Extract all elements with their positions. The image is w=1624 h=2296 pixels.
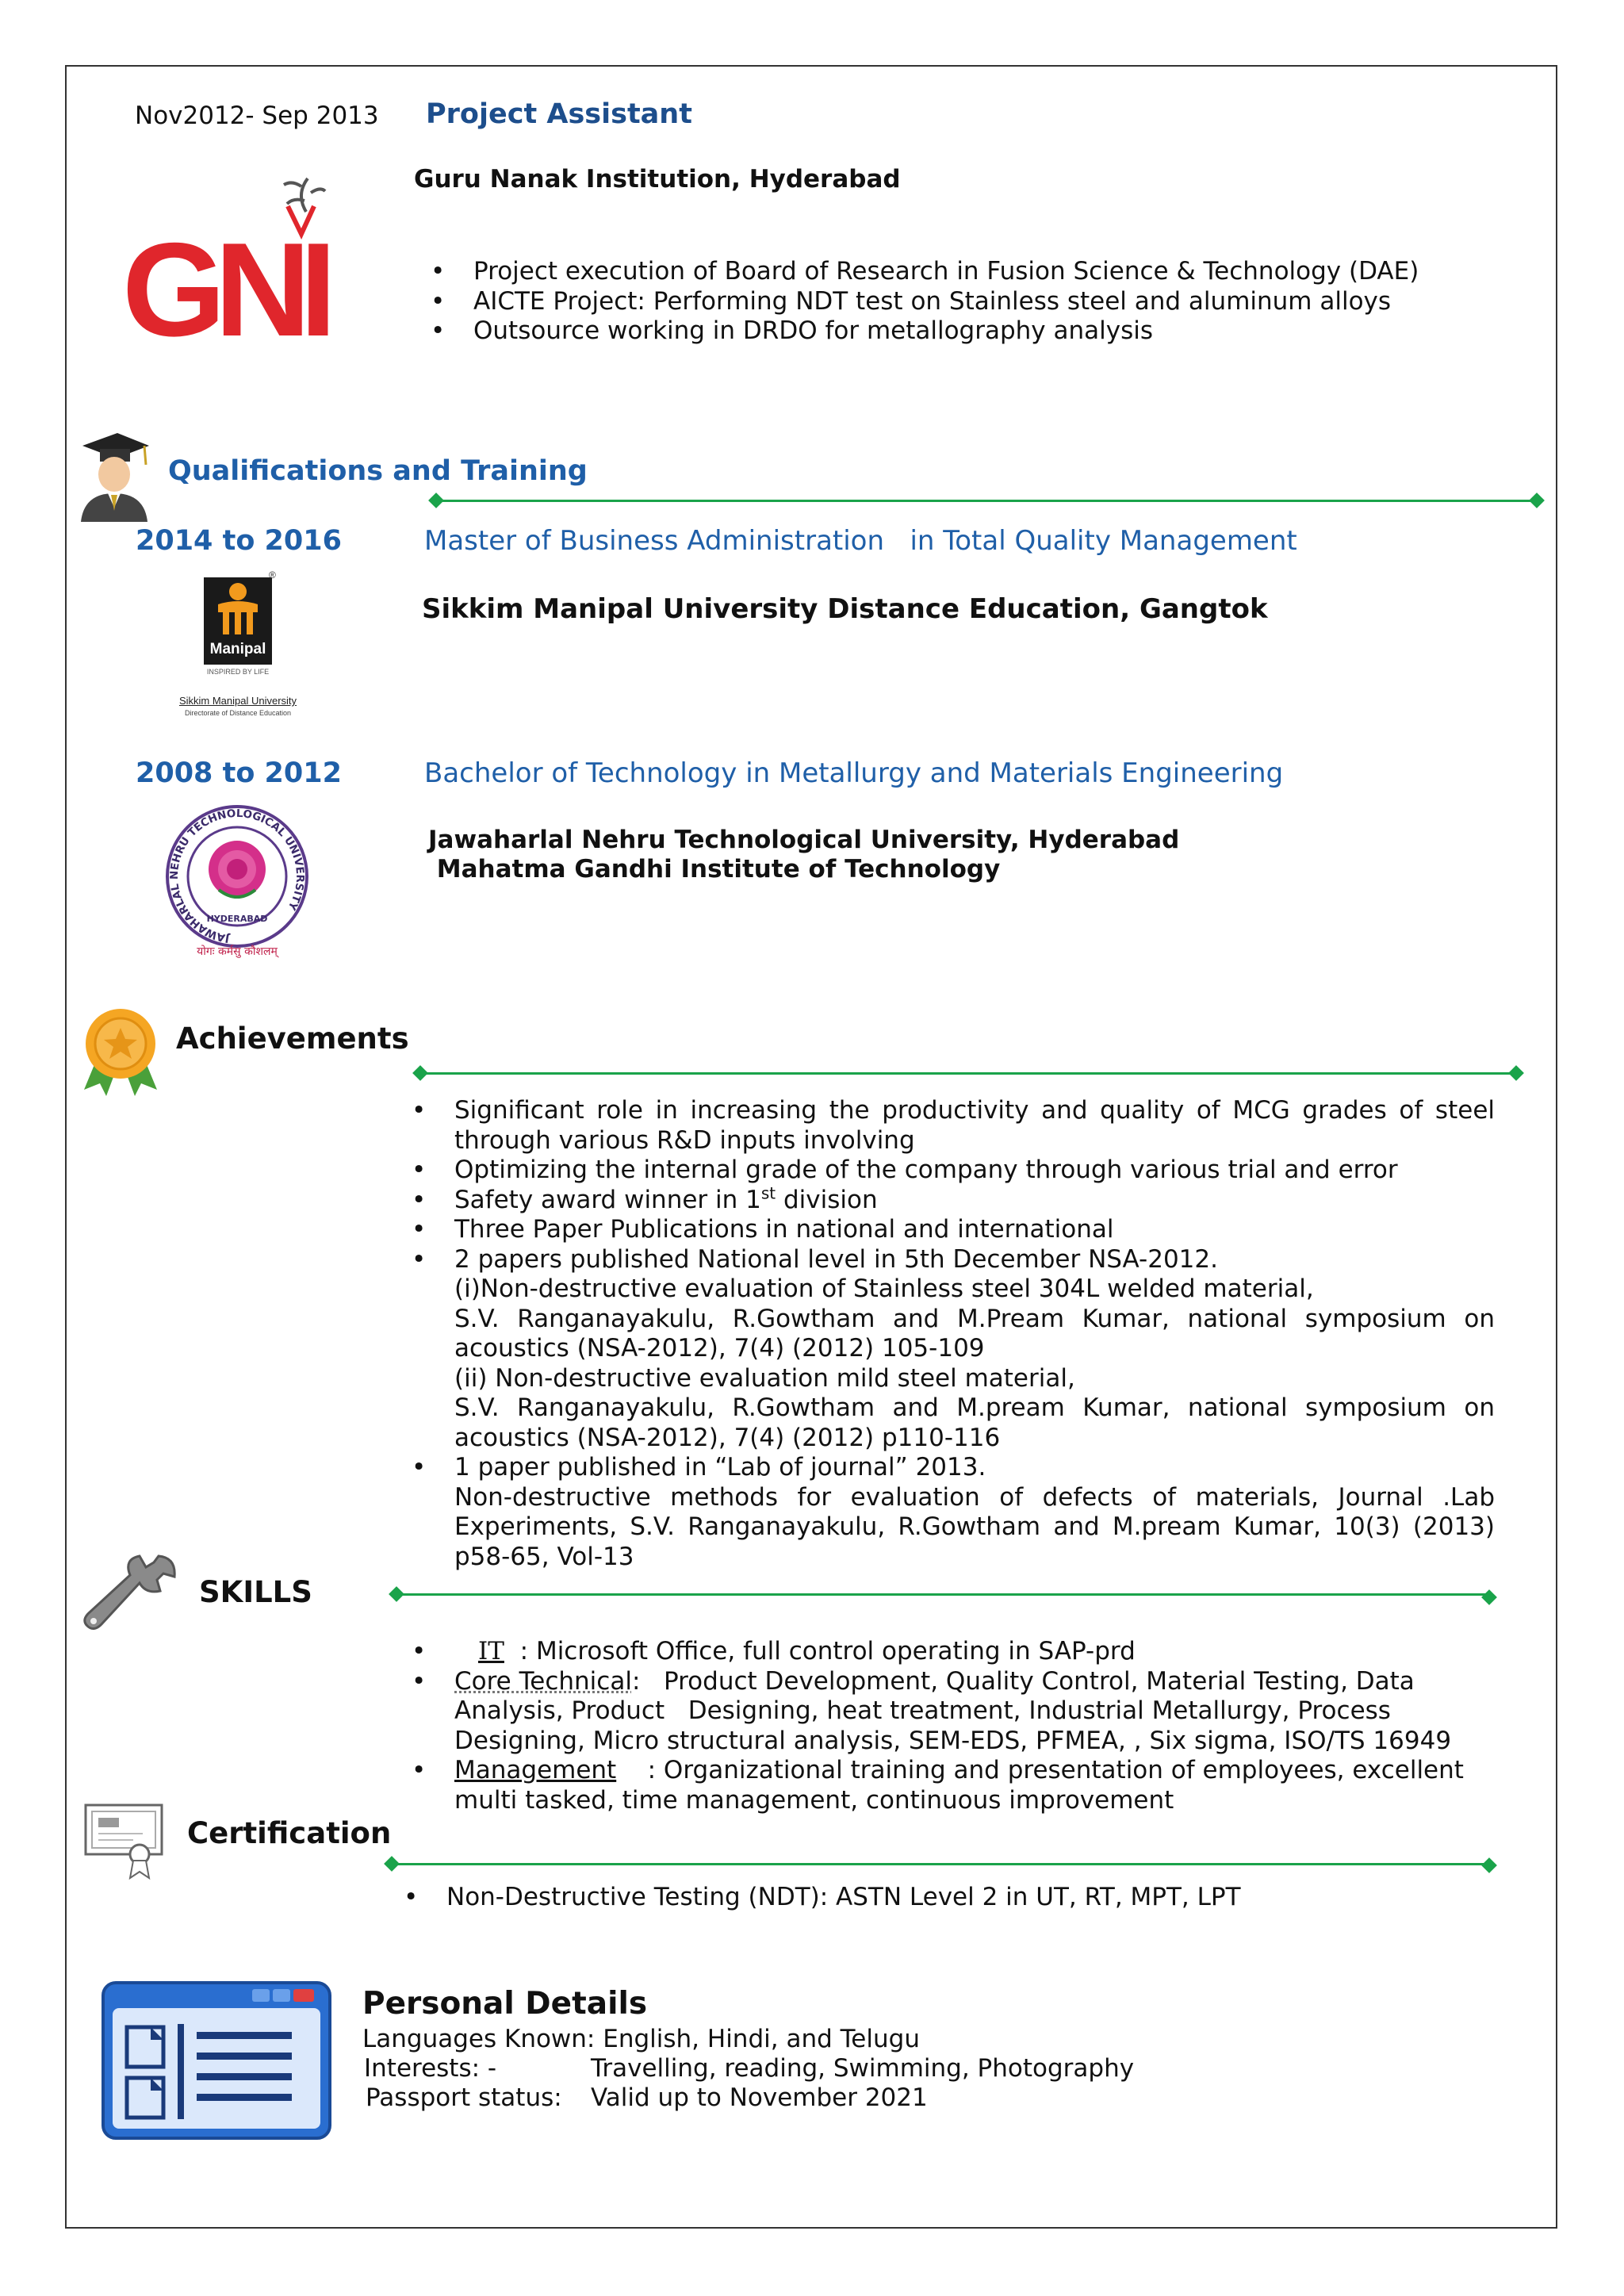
experience-role: Project Assistant [426,98,692,130]
btech-years: 2008 to 2012 [136,757,342,789]
experience-period: Nov2012- Sep 2013 [135,102,379,130]
personal-title: Personal Details [362,1986,648,2022]
skills-divider [396,1593,1490,1596]
list-item: • Significant role in increasing the productivity and quality of MCG grades of steel through various R&D inputs involving [412,1096,1495,1155]
certification-title: Certification [187,1816,392,1850]
list-item: • Non-Destructive Testing (NDT): ASTN Level 2 in UT, RT, MPT, LPT [404,1883,1241,1911]
achievements-title: Achievements [176,1022,409,1056]
list-item: • Project execution of Board of Research in Fusion Science & Technology (DAE) [431,257,1419,286]
wrench-icon [82,1551,178,1640]
languages-label: Languages Known: [362,2025,596,2053]
skill-it-label: IT [478,1637,504,1665]
manipal-registered-mark: ® [269,569,276,581]
graduate-icon [76,428,149,522]
experience-organization: Guru Nanak Institution, Hyderabad [414,165,901,194]
skills-title: SKILLS [199,1575,312,1609]
jntu-logo [163,803,311,961]
gni-logo [117,163,347,361]
personal-languages-row [362,2024,920,2054]
document-window-icon [98,1976,336,2143]
mba-degree: Master of Business Administration in Total Quality Management [424,525,1297,557]
list-item: • 2 papers published National level in 5th December NSA-2012. (i)Non-destructive evaluation of Stainless steel 304L welded material, S.V. Ranganayakulu, R.Gowtham and M.Pream Kumar, national symposium on acoustics (NSA-2012), 7(4) (2012) 105-109 (ii) Non-destructive evaluation mild steel material, S.V. Ranganayakulu, R.Gowtham and M.pream Kumar, national symposium on acoustics (NSA-2012), 7(4) (2012) p110-116 [412,1244,1495,1452]
medal-icon [79,1007,162,1096]
jntu-logo-motto: योगः कर्मसु कौशलम् [197,945,278,958]
skill-core-label: Core Technical [454,1666,632,1696]
experience-bullets [431,257,1504,347]
certification-bullets [404,1883,1477,1913]
list-item: • IT : Microsoft Office, full control operating in SAP-prd [412,1637,1136,1665]
interests-label: Interests: - [364,2054,497,2083]
jntu-logo-ring-text: JAWAHARLAL NEHRU TECHNOLOGICAL UNIVERSITY [167,807,307,945]
passport-value: Valid up to November 2021 [591,2083,928,2112]
qualifications-title: Qualifications and Training [168,455,588,487]
jntu-logo-city: HYDERABAD [206,914,268,924]
languages-value: English, Hindi, and Telugu [595,2025,920,2053]
manipal-logo-directorate: Directorate of Distance Education [184,709,292,717]
btech-college: Mahatma Gandhi Institute of Technology [428,855,1001,884]
skills-bullets [412,1637,1485,1815]
certificate-icon [82,1802,165,1880]
mba-institution: Sikkim Manipal University Distance Education, Gangtok [422,593,1268,625]
gni-logo-text: GNI [122,215,326,361]
mba-years: 2014 to 2016 [136,525,342,557]
btech-degree: Bachelor of Technology in Metallurgy and Materials Engineering [424,757,1284,789]
qualifications-divider [435,500,1538,502]
certification-divider [391,1863,1490,1865]
list-item: • Safety award winner in 1st division [412,1183,878,1214]
list-item: • 1 paper published in “Lab of journal” 2013. Non-destructive methods for evaluation of defects of materials, Journal .Lab Experiments, S.V. Ranganayakulu, R.Gowtham and M.pream Kumar, 10(3) (2013) p58-65, Vol-13 [412,1453,1495,1571]
achievements-divider [419,1072,1517,1075]
skill-management-label: Management [454,1756,617,1784]
list-item: • Core Technical: Product Development, Quality Control, Material Testing, Data Analysis, Product Designing, heat treatment, Industrial Metallurgy, Process Designing, Micro structural analysis, SEM-EDS, PFMEA, , Six sigma, ISO/TS 16949 [412,1666,1452,1755]
list-item: • Outsource working in DRDO for metallography analysis [431,316,1154,345]
btech-institution: Jawaharlal Nehru Technological University, Hyderabad [428,826,1180,854]
achievements-bullets [412,1096,1495,1572]
gni-logo-graphic [117,163,347,361]
manipal-logo-box [204,577,272,665]
passport-label: Passport status: [366,2083,562,2112]
list-item: • Optimizing the internal grade of the company through various trial and error [412,1156,1398,1184]
manipal-logo-tagline: INSPIRED BY LIFE [206,668,270,676]
list-item: • Three Paper Publications in national and international [412,1215,1114,1244]
manipal-logo-university: Sikkim Manipal University [178,695,297,707]
list-item: • Management : Organizational training and presentation of employees, excellent multi tasked, time management, continuous improvement [412,1756,1472,1815]
list-item: • AICTE Project: Performing NDT test on Stainless steel and aluminum alloys [431,286,1392,316]
manipal-logo-name: Manipal [209,641,266,657]
manipal-logo [163,569,313,724]
interests-value: Travelling, reading, Swimming, Photography [591,2054,1135,2083]
